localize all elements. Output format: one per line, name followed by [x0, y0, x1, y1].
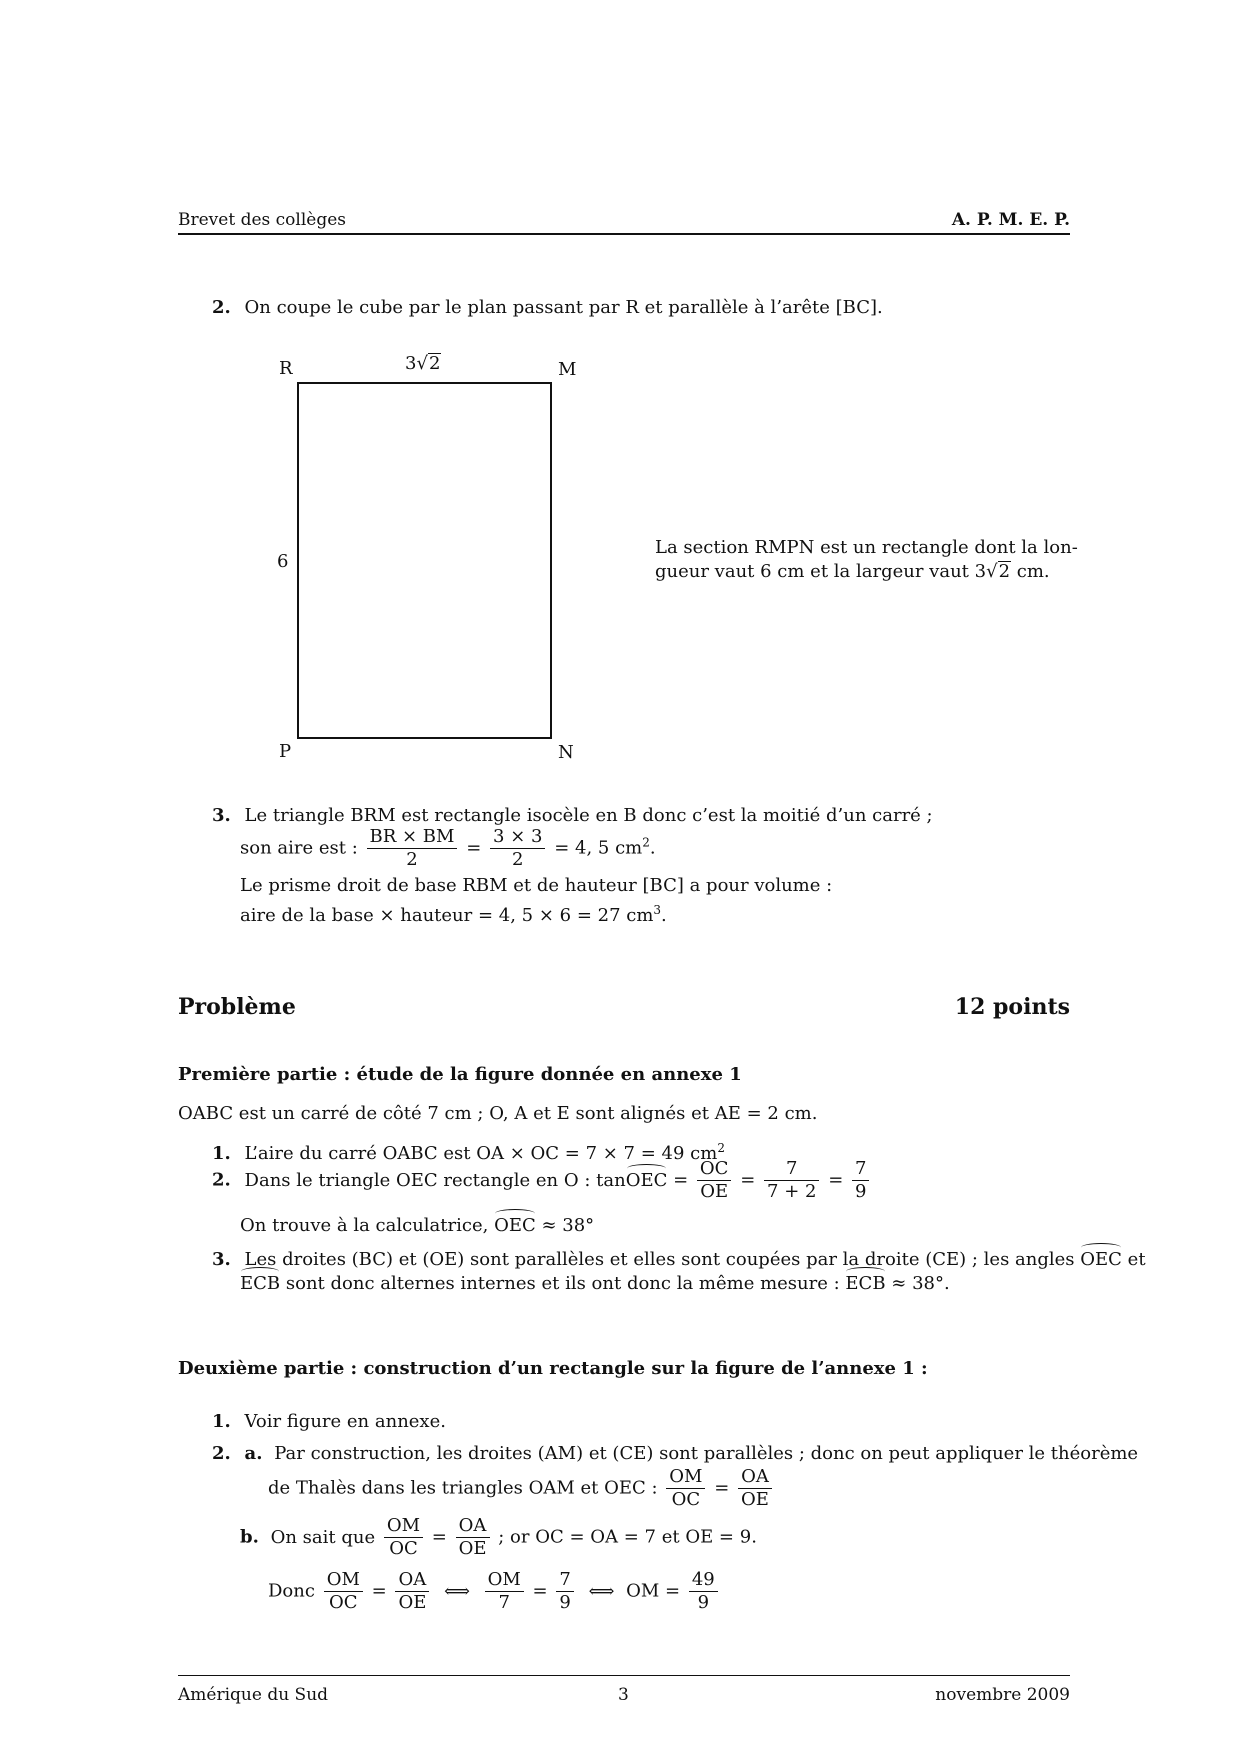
numerator: 3 × 3: [490, 826, 545, 849]
angle: OEC: [626, 1167, 668, 1193]
partie-1-intro: OABC est un carré de côté 7 cm ; O, A et E sont alignés et AE = 2 cm.: [178, 1103, 818, 1124]
label-m: M: [558, 359, 577, 380]
fraction: [395, 1569, 429, 1614]
item-text: Le triangle BRM est rectangle isocèle en B donc c’est la moitié d’un carré ;: [244, 805, 933, 826]
partie-1-q2: [212, 1158, 872, 1203]
fraction: [384, 1515, 423, 1560]
numerator: 7: [764, 1158, 819, 1181]
fraction: [456, 1515, 490, 1560]
denominator: OE: [458, 1538, 487, 1559]
item-text: Les droites (BC) et (OE) sont parallèles et elles sont coupées par la droite (CE) ; les angles: [244, 1249, 1075, 1270]
numerator: 7: [556, 1569, 573, 1592]
numerator: OA: [395, 1569, 429, 1592]
item-text: On sait que: [270, 1526, 376, 1548]
partie-2-q1: [212, 1410, 446, 1434]
denominator: 9: [855, 1181, 867, 1202]
section-unit: cm.: [1011, 561, 1050, 582]
calc-result: ≈ 38°: [541, 1215, 595, 1236]
sqrt-symbol: √: [416, 353, 428, 374]
probleme-points: 12 points: [954, 994, 1070, 1020]
partie-1-q3-line-1: [212, 1246, 1146, 1272]
numerator: BR × BM: [367, 826, 458, 849]
item-text: sont donc alternes internes et ils ont donc la même mesure :: [285, 1273, 840, 1294]
numerator: OM: [485, 1569, 524, 1592]
item-text: Voir figure en annexe.: [244, 1411, 446, 1432]
calc-text: On trouve à la calculatrice,: [240, 1215, 489, 1236]
item-3-line-4: [240, 898, 667, 928]
item-text: ; or OC = OA = 7 et OE = 9.: [498, 1526, 757, 1548]
result: = 4, 5 cm: [554, 837, 643, 859]
donc-label: Donc: [268, 1580, 315, 1602]
item-number: 2.: [212, 297, 231, 318]
fraction: [738, 1466, 772, 1511]
label-left-length: 6: [277, 551, 289, 572]
sub-item-letter: b.: [240, 1526, 259, 1548]
item-number: 1.: [212, 1411, 231, 1432]
conjunction: et: [1127, 1249, 1146, 1270]
sub-item-letter: a.: [244, 1443, 263, 1464]
numerator: 49: [689, 1569, 718, 1592]
section-text: gueur vaut 6 cm et la largeur vaut 3: [655, 561, 987, 582]
partie-1-title: Première partie : étude de la figure donnée en annexe 1: [178, 1064, 742, 1085]
header-rule: [178, 233, 1070, 235]
angle: ECB: [240, 1270, 280, 1296]
numerator: OM: [384, 1515, 423, 1538]
partie-2-title: Deuxième partie : construction d’un rectangle sur la figure de l’annexe 1 :: [178, 1358, 928, 1379]
denominator: 2: [406, 849, 418, 870]
item-text: On coupe le cube par le plan passant par R et parallèle à l’arête [BC].: [244, 297, 883, 318]
radicand: 2: [428, 353, 441, 374]
fraction: [852, 1158, 869, 1203]
partie-2-q2a-line-1: [212, 1442, 1138, 1466]
fraction: [367, 826, 458, 871]
equals: =: [673, 1169, 689, 1191]
item-number: 2.: [212, 1443, 231, 1464]
item-text: Dans le triangle OEC rectangle en O : tan: [244, 1169, 626, 1191]
header-left: Brevet des collèges: [178, 210, 347, 230]
footer-rule: [178, 1675, 1070, 1676]
partie-2-q2a-line-2: [268, 1466, 775, 1511]
item-2: [212, 296, 883, 320]
item-text: L’aire du carré OABC est OA × OC = 7 × 7 = 49 cm: [244, 1143, 718, 1164]
partie-2-q2b: [240, 1515, 757, 1560]
om-label: OM =: [626, 1580, 681, 1602]
period: .: [649, 837, 656, 859]
equivalence-symbol: ⟺: [444, 1580, 470, 1602]
equivalence-symbol: ⟺: [588, 1580, 615, 1602]
period: .: [661, 905, 667, 926]
equals: =: [371, 1580, 387, 1602]
denominator: 9: [697, 1592, 710, 1613]
denominator: OE: [700, 1181, 729, 1202]
rectangle-rmpn: [298, 383, 551, 738]
label-top-length: [405, 352, 441, 376]
volume-text: aire de la base × hauteur = 4, 5 × 6 = 27 cm: [240, 905, 654, 926]
denominator: 7: [498, 1592, 510, 1613]
item-text: de Thalès dans les triangles OAM et OEC :: [268, 1477, 658, 1499]
item-3-line-1: [212, 804, 933, 828]
footer-right: novembre 2009: [935, 1685, 1070, 1705]
denominator: 7 + 2: [767, 1181, 817, 1202]
denominator: OC: [389, 1538, 418, 1559]
item-text: Par construction, les droites (AM) et (CE) sont parallèles ; donc on peut appliquer le théorème: [274, 1443, 1139, 1464]
numerator: OM: [666, 1466, 705, 1489]
radicand: 2: [998, 561, 1011, 582]
item-3-line-2: [240, 826, 656, 871]
denominator: OC: [671, 1489, 701, 1510]
item-number: 3.: [212, 1249, 231, 1270]
fraction: [764, 1158, 819, 1203]
numerator: 7: [852, 1158, 869, 1181]
section-line-1: La section RMPN est un rectangle dont la lon-: [655, 537, 1078, 558]
fraction: [697, 1158, 732, 1203]
equals: =: [714, 1477, 730, 1499]
angle: OEC: [494, 1212, 536, 1238]
fraction: [485, 1569, 524, 1614]
angle: OEC: [1080, 1246, 1122, 1272]
denominator: OC: [329, 1592, 358, 1613]
section-line-2: [655, 560, 1050, 584]
item-3-line-3: Le prisme droit de base RBM et de hauteur [BC] a pour volume :: [240, 875, 833, 896]
footer-left: Amérique du Sud: [178, 1685, 329, 1705]
angle-value: ≈ 38°.: [891, 1273, 950, 1294]
numerator: OM: [324, 1569, 363, 1592]
fraction: [490, 826, 545, 871]
partie-1-q2-calc: [240, 1212, 594, 1238]
exponent: 3: [653, 903, 662, 917]
header-right: A. P. M. E. P.: [951, 210, 1070, 230]
sqrt-symbol: √: [986, 561, 998, 582]
rectangle-figure: [270, 355, 610, 775]
numerator: OA: [456, 1515, 490, 1538]
equals: =: [431, 1526, 447, 1548]
item-number: 3.: [212, 805, 231, 826]
fraction: [556, 1569, 573, 1614]
coef: 3: [405, 353, 417, 374]
denominator: OE: [741, 1489, 769, 1510]
angle: ECB: [845, 1270, 885, 1296]
exponent: 2: [642, 835, 650, 850]
fraction: [324, 1569, 363, 1614]
equals: =: [828, 1169, 844, 1191]
item-number: 2.: [212, 1169, 231, 1191]
denominator: 2: [512, 849, 524, 870]
fraction: [689, 1569, 718, 1614]
equals: =: [532, 1580, 548, 1602]
denominator: 9: [559, 1592, 571, 1613]
equals: =: [466, 837, 482, 859]
partie-1-q3-line-2: [240, 1270, 950, 1296]
partie-2-donc: [268, 1569, 721, 1614]
page-number: 3: [618, 1685, 629, 1705]
area-label: son aire est :: [240, 837, 358, 859]
numerator: OA: [738, 1466, 772, 1489]
exponent: 2: [717, 1141, 725, 1155]
equals: =: [740, 1169, 756, 1191]
label-p: P: [279, 741, 292, 762]
numerator: OC: [697, 1158, 732, 1181]
label-r: R: [279, 358, 293, 379]
label-n: N: [558, 742, 574, 763]
denominator: OE: [398, 1592, 427, 1613]
fraction: [666, 1466, 705, 1511]
item-number: 1.: [212, 1143, 231, 1164]
probleme-title: Problème: [178, 994, 296, 1020]
